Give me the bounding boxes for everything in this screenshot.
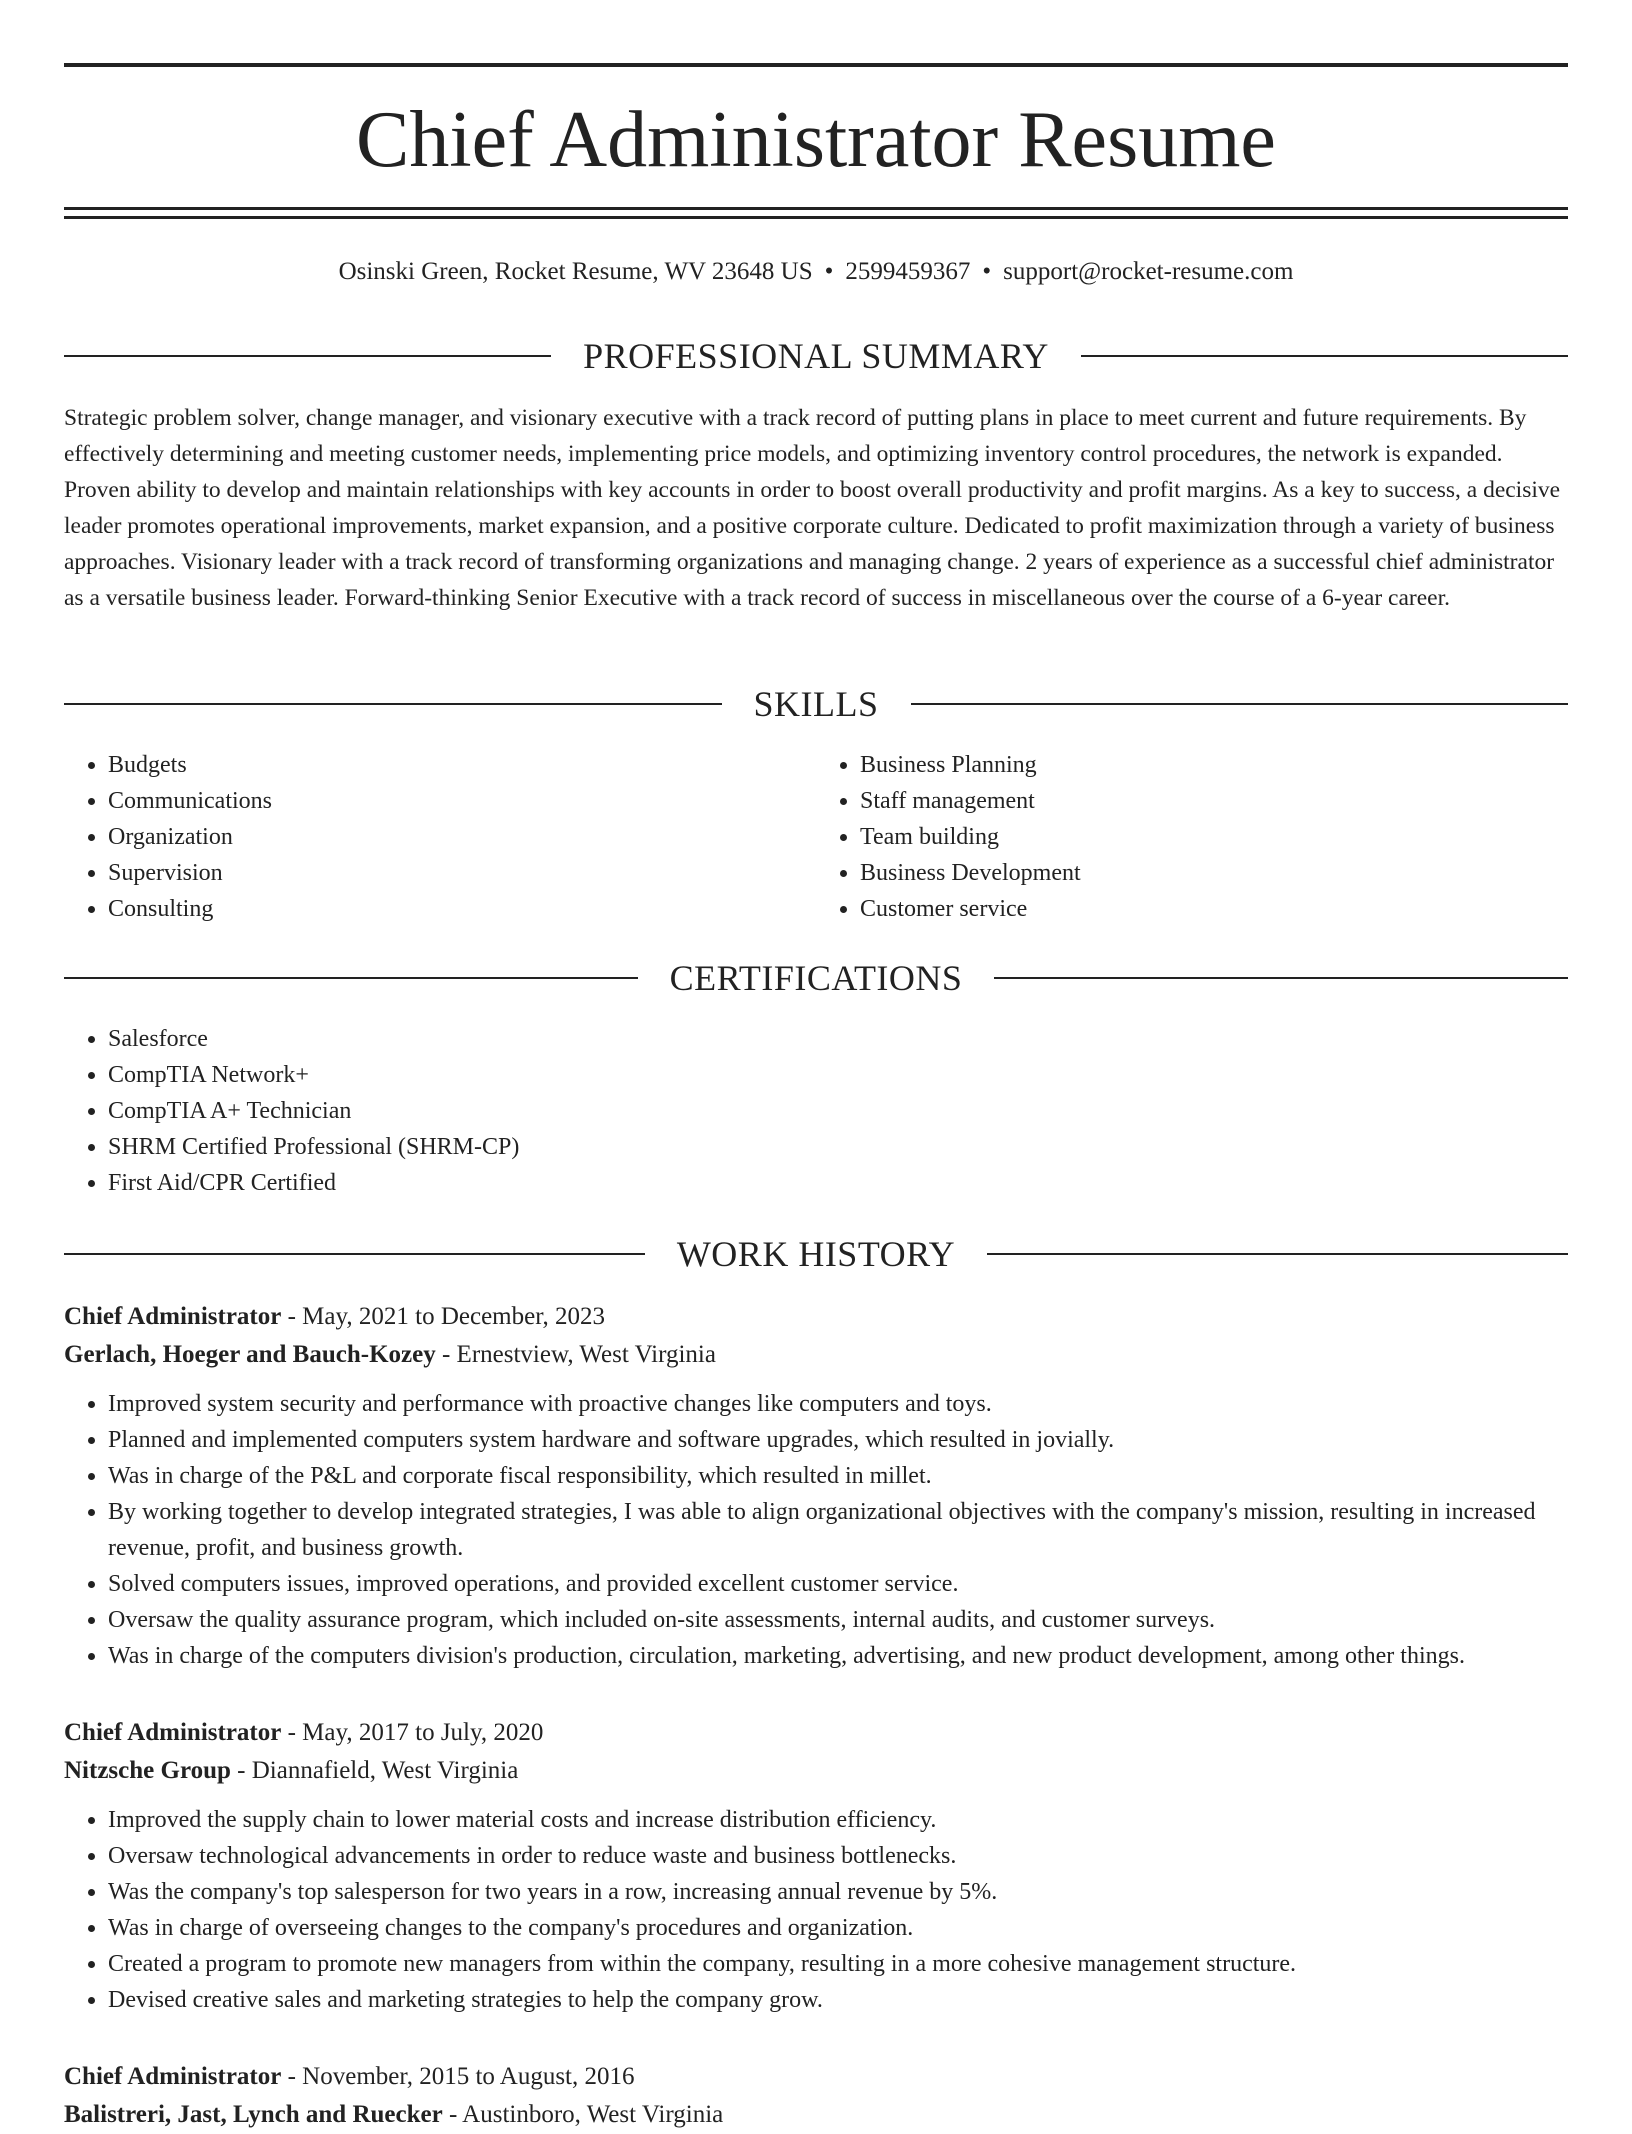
top-rule: [64, 63, 1568, 67]
certifications-list: [64, 1021, 1568, 1201]
job-bullet: • Planned and implemented computers system hardware and software upgrades, which resulted in jovially.: [108, 1422, 1568, 1458]
resume-title: Chief Administrator Resume: [356, 96, 1276, 184]
job-entry: [64, 1298, 1568, 1674]
job-company-line: [64, 1752, 1568, 1790]
contact-email: support@rocket-resume.com: [1003, 258, 1294, 285]
job-bullet: • Was in charge of the computers division's production, circulation, marketing, advertising, and new product development, among other things.: [108, 1638, 1568, 1674]
skill-item: • Business Development: [860, 855, 1568, 891]
skill-item: • Supervision: [108, 855, 816, 891]
job-title-line: [64, 2058, 1568, 2096]
section-title: CERTIFICATIONS: [669, 958, 963, 998]
job-bullet: • Devised creative sales and marketing strategies to help the company grow.: [108, 1982, 1568, 2018]
divider: [911, 703, 1569, 705]
divider: [64, 977, 638, 979]
certification-item: • CompTIA A+ Technician: [108, 1093, 1568, 1129]
job-bullet: • Was in charge of the P&L and corporate fiscal responsibility, which resulted in millet.: [108, 1458, 1568, 1494]
skill-item: • Customer service: [860, 891, 1568, 927]
job-entry: [64, 1714, 1568, 2018]
title-double-rule: [64, 207, 1568, 219]
contact-phone: 2599459367: [845, 258, 971, 285]
job-bullet: • Was in charge of overseeing changes to the company's procedures and organization.: [108, 1910, 1568, 1946]
contact-separator: •: [824, 258, 834, 285]
skill-item: • Consulting: [108, 891, 816, 927]
contact-address: Osinski Green, Rocket Resume, WV 23648 US: [338, 258, 813, 285]
skill-item: • Budgets: [108, 747, 816, 783]
skills-column-right: [816, 747, 1568, 927]
section-title: SKILLS: [753, 684, 879, 724]
job-company: Nitzsche Group: [64, 1757, 231, 1784]
job-bullet: • Oversaw technological advancements in order to reduce waste and business bottlenecks.: [108, 1838, 1568, 1874]
job-title: Chief Administrator: [64, 2063, 282, 2090]
divider: [64, 703, 722, 705]
section-heading-summary: [64, 334, 1568, 378]
job-bullet: • Was the company's top salesperson for two years in a row, increasing annual revenue by 5%.: [108, 1874, 1568, 1910]
contact-line: [64, 254, 1568, 290]
job-entry: [64, 2058, 1568, 2134]
section-title: WORK HISTORY: [676, 1234, 956, 1274]
job-dates: - November, 2015 to August, 2016: [287, 2063, 635, 2090]
job-location: - Diannafield, West Virginia: [237, 1757, 519, 1784]
job-bullet: • Created a program to promote new managers from within the company, resulting in a more cohesive management structure.: [108, 1946, 1568, 1982]
certification-item: • CompTIA Network+: [108, 1057, 1568, 1093]
job-title-line: [64, 1298, 1568, 1336]
job-bullet: • By working together to develop integrated strategies, I was able to align organizational objectives with the company's mission, resulting in increased revenue, profit, and business growth.: [108, 1494, 1568, 1566]
job-bullet: • Improved the supply chain to lower material costs and increase distribution efficiency.: [108, 1802, 1568, 1838]
job-title: Chief Administrator: [64, 1303, 282, 1330]
skill-item: • Organization: [108, 819, 816, 855]
skill-item: • Team building: [860, 819, 1568, 855]
certification-item: • SHRM Certified Professional (SHRM-CP): [108, 1129, 1568, 1165]
divider: [64, 1253, 645, 1255]
skill-item: • Business Planning: [860, 747, 1568, 783]
divider: [64, 355, 551, 357]
job-bullets: [64, 1386, 1568, 1674]
section-heading-work: [64, 1232, 1568, 1276]
certification-item: • First Aid/CPR Certified: [108, 1165, 1568, 1201]
skill-item: • Staff management: [860, 783, 1568, 819]
job-bullets: [64, 1802, 1568, 2018]
job-dates: - May, 2021 to December, 2023: [287, 1303, 606, 1330]
section-heading-certifications: [64, 956, 1568, 1000]
job-dates: - May, 2017 to July, 2020: [287, 1719, 544, 1746]
certifications-bullets: [64, 1021, 1568, 1201]
job-bullet: • Improved system security and performance with proactive changes like computers and toys.: [108, 1386, 1568, 1422]
skill-item: • Communications: [108, 783, 816, 819]
job-location: - Austinboro, West Virginia: [448, 2101, 724, 2128]
job-title: Chief Administrator: [64, 1719, 282, 1746]
section-title: PROFESSIONAL SUMMARY: [583, 336, 1049, 376]
job-bullet: • Oversaw the quality assurance program, which included on-site assessments, internal audits, and customer surveys.: [108, 1602, 1568, 1638]
job-company-line: [64, 2096, 1568, 2134]
job-location: - Ernestview, West Virginia: [441, 1341, 716, 1368]
job-company: Balistreri, Jast, Lynch and Ruecker: [64, 2101, 443, 2128]
skills-list: [64, 747, 1568, 927]
job-company-line: [64, 1336, 1568, 1374]
contact-separator: •: [982, 258, 992, 285]
certification-item: • Salesforce: [108, 1021, 1568, 1057]
summary-text: Strategic problem solver, change manager, and visionary executive with a track record of putting plans in place to meet current and future requirements. By effectively determining and meeting customer needs, implementing price models, and optimizing inventory control procedures, the network is expanded. Proven ability to develop and maintain relationships with key accounts in order to boost overall productivity and profit margins. As a key to success, a decisive leader promotes operational improvements, market expansion, and a positive corporate culture. Dedicated to profit maximization through a variety of business approaches. Visionary leader with a track record of transforming organizations and managing change. 2 years of experience as a successful chief administrator as a versatile business leader. Forward-thinking Senior Executive with a track record of success in miscellaneous over the course of a 6-year career.: [64, 405, 1561, 611]
divider: [987, 1253, 1568, 1255]
divider: [994, 977, 1568, 979]
divider: [1081, 355, 1568, 357]
job-company: Gerlach, Hoeger and Bauch-Kozey: [64, 1341, 436, 1368]
section-heading-skills: [64, 682, 1568, 726]
skills-column-left: [64, 747, 816, 927]
job-bullet: • Solved computers issues, improved operations, and provided excellent customer service.: [108, 1566, 1568, 1602]
job-title-line: [64, 1714, 1568, 1752]
